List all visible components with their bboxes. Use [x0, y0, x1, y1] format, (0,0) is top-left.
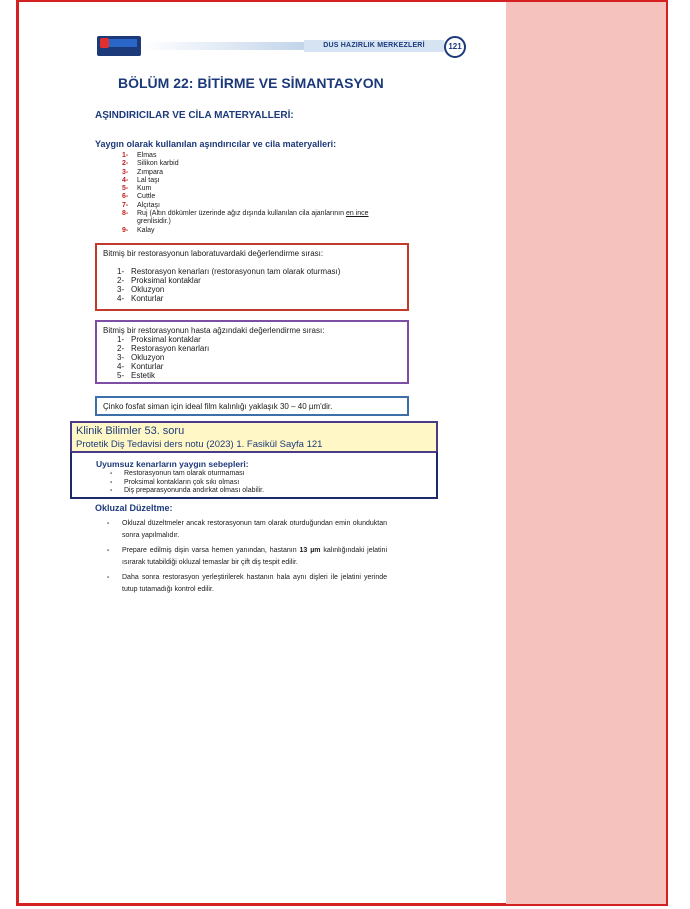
chapter-title: BÖLÜM 22: BİTİRME VE SİMANTASYON	[118, 75, 384, 91]
list-item: 1- Restorasyon kenarları (restorasyonun tam olarak oturması)	[117, 267, 341, 276]
list-item: 1- Elmas	[122, 152, 157, 159]
list-item: 5- Kum	[122, 185, 152, 193]
list-item: - Okluzal düzeltmeler ancak restorasyonun tam olarak oturduğundan emin olunduktan sonra yapılmalıdır.	[107, 520, 387, 539]
list-item: 8- Ruj (Altın dökümler üzerinde ağız dışında kullanılan cila ajanlarının en ince grenlisidir.)	[122, 210, 369, 226]
film-thickness-note	[95, 396, 409, 416]
list-item: - Daha sonra restorasyon yerleştirilerek hastanın hala aynı dişleri ile jelatini yerinde tutup tutamadığı kontrol edilir.	[107, 574, 387, 593]
mouth-evaluation-box	[95, 320, 409, 384]
list-item: 4- Konturlar	[117, 294, 164, 303]
question-title: Klinik Bilimler 53. soru	[76, 425, 185, 437]
question-reference-box	[70, 421, 438, 453]
materials-list	[122, 152, 392, 235]
list-item: 9- Kalay	[122, 226, 155, 234]
list-item: 3- Okluzyon	[117, 285, 165, 294]
list-item: 5- Estetik	[117, 371, 156, 380]
margin-panel	[506, 2, 666, 904]
list-item: 3- Zımpara	[122, 168, 164, 176]
mismatch-box	[70, 452, 438, 499]
list-item: 2- Restorasyon kenarları	[117, 344, 210, 353]
list-item: 4- Lal taşı	[122, 176, 160, 184]
list-item: - Restorasyonun tam olarak oturmaması	[110, 470, 245, 477]
header-section-label: DUS HAZIRLIK MERKEZLERİ	[304, 40, 444, 52]
gelatin-thickness: 13 µm	[299, 547, 321, 554]
list-item: - Proksimal kontakların çok sıkı olması	[110, 478, 240, 486]
materials-heading: Yaygın olarak kullanılan aşındırıcılar ve cila materyalleri:	[95, 139, 337, 149]
mouth-evaluation-list	[117, 335, 209, 380]
section-subtitle: AŞINDIRICILAR VE CİLA MATERYALLERİ:	[95, 110, 294, 121]
occlusal-list	[107, 518, 387, 599]
list-item: - Prepare edilmiş dişin varsa hemen yanından, hastanın 13 µm kalınlığındaki jelatini ısırarak tutabildiği okluzal temaslar bir çift diş tespit edilir.	[107, 547, 387, 566]
page-number: 121	[444, 36, 466, 58]
brand-logo	[97, 36, 141, 56]
list-item: 6- Cuttle	[122, 193, 156, 201]
list-item: 4- Konturlar	[117, 362, 164, 371]
film-thickness-text: Çinko fosfat siman için ideal film kalınlığı yaklaşık 30 – 40 µm'dir.	[103, 402, 333, 411]
list-item: - Diş preparasyonunda andırkat olması olabilir.	[110, 487, 265, 494]
mismatch-heading: Uyumsuz kenarların yaygın sebepleri:	[96, 459, 249, 469]
occlusal-heading: Okluzal Düzeltme:	[95, 503, 173, 513]
list-item: 1- Proksimal kontaklar	[117, 335, 201, 344]
lab-evaluation-box	[95, 243, 409, 311]
list-item: 7- Alçıtaşı	[122, 201, 160, 209]
lab-evaluation-heading: Bitmiş bir restorasyonun laboratuvardaki değerlendirme sırası:	[103, 249, 324, 258]
list-item: 2- Proksimal kontaklar	[117, 276, 201, 285]
list-item: 2- Silikon karbid	[122, 160, 179, 168]
mismatch-list	[110, 470, 264, 496]
lab-evaluation-list	[117, 267, 340, 303]
mouth-evaluation-heading: Bitmiş bir restorasyonun hasta ağzındaki değerlendirme sırası:	[103, 326, 325, 335]
question-source: Protetik Diş Tedavisi ders notu (2023) 1. Fasikül Sayfa 121	[76, 439, 323, 450]
list-item: 3- Okluzyon	[117, 353, 165, 362]
underlined-phrase: en ince	[345, 210, 369, 218]
